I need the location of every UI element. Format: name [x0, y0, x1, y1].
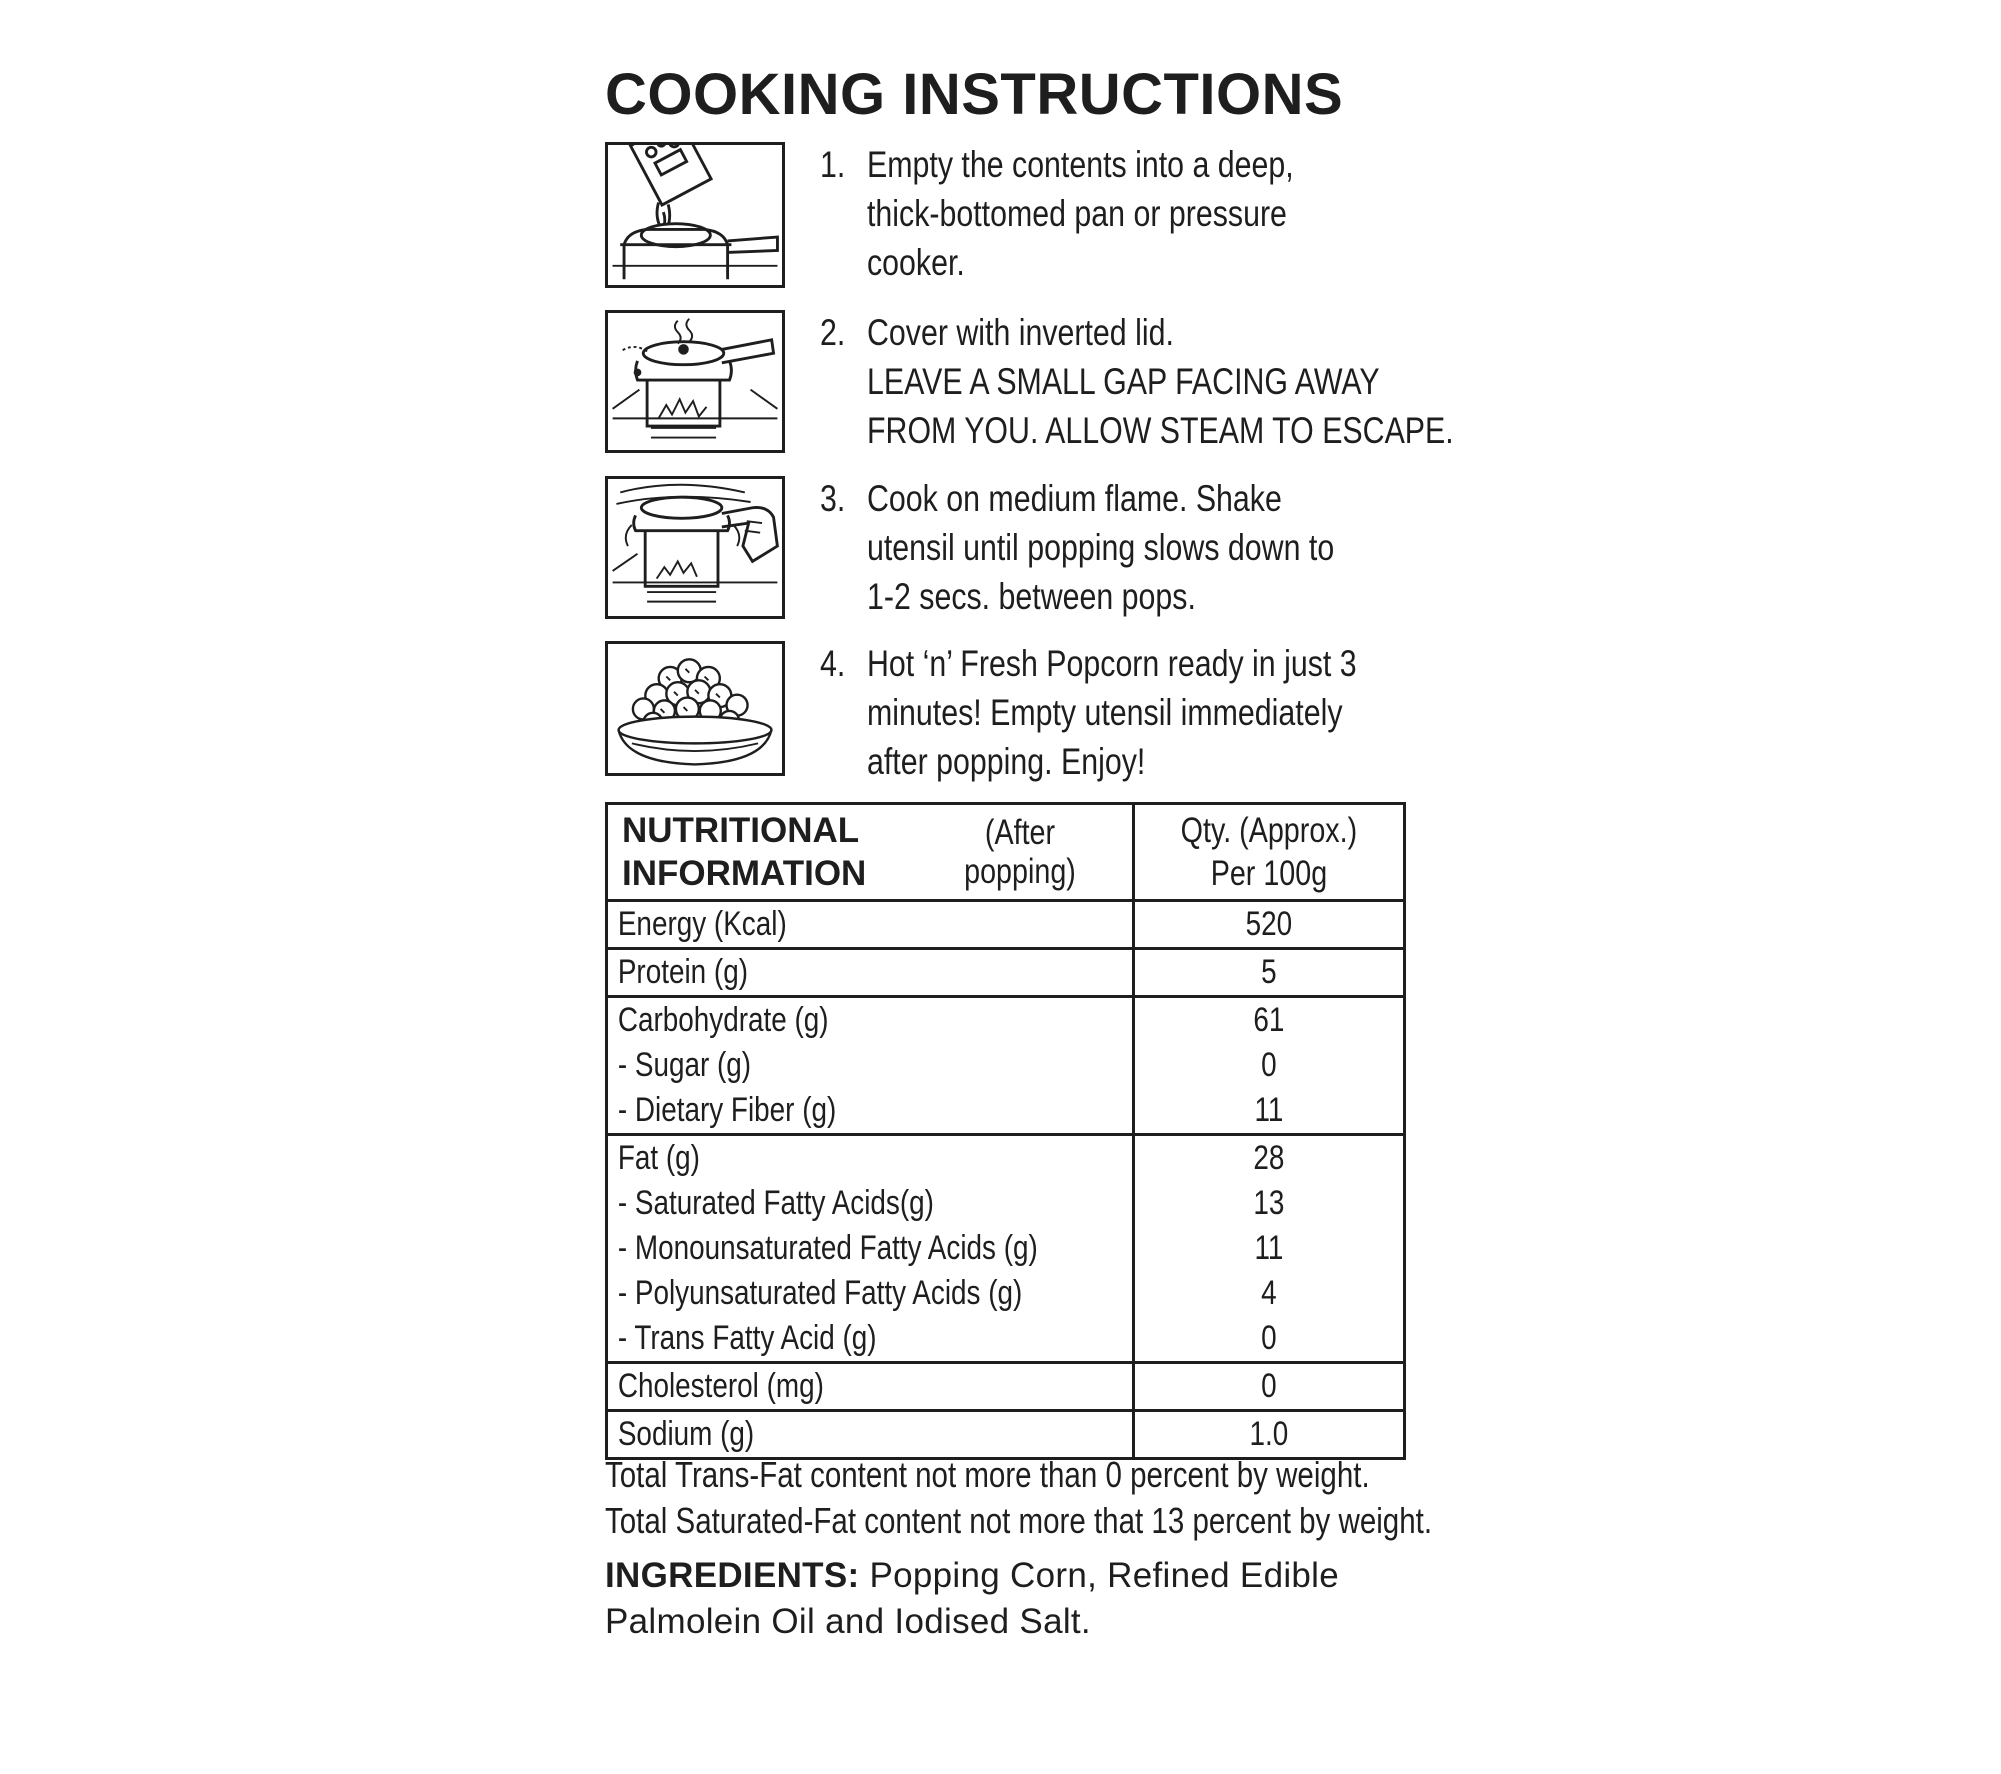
nutrient-label: Carbohydrate (g) [617, 1001, 829, 1039]
nutrition-row-group [607, 1363, 1405, 1411]
shaking-pan-icon [605, 476, 785, 619]
nutrient-value: 13 [1253, 1184, 1285, 1222]
nutrient-label: - Monounsaturated Fatty Acids (g) [617, 1229, 1038, 1267]
trans-fat-note: Total Trans-Fat content not more than 0 percent by weight. [605, 1454, 1370, 1495]
nutrient-value: 1.0 [1249, 1415, 1289, 1453]
nutrient-label-cell [607, 997, 1134, 1135]
nutrient-value-cell [1134, 1363, 1405, 1411]
ingredients-line-2: Palmolein Oil and Iodised Salt. [605, 1602, 1091, 1641]
covered-pan-on-flame-icon [605, 310, 785, 453]
step-number: 4. [820, 643, 846, 684]
popcorn-bowl-icon [605, 641, 785, 776]
product-label-panel [605, 0, 1454, 1774]
nutrient-value: 520 [1245, 905, 1293, 943]
nutrient-label: - Saturated Fatty Acids(g) [617, 1184, 934, 1222]
pour-into-pan-icon [605, 142, 785, 288]
nutrient-value: 11 [1254, 1229, 1284, 1267]
nutrition-table [605, 802, 1406, 1460]
ingredients-label: INGREDIENTS: [605, 1556, 860, 1595]
saturated-fat-note: Total Saturated-Fat content not more that 13 percent by weight. [605, 1500, 1433, 1541]
nutrient-value: 5 [1261, 953, 1277, 991]
nutrition-header-label [607, 804, 1134, 901]
nutrient-value: 0 [1261, 1367, 1277, 1405]
nutrition-row-group [607, 949, 1405, 997]
step-text: Empty the contents into a deep, thick-bottomed pan or pressure cooker. [867, 144, 1294, 283]
nutrient-label: Cholesterol (mg) [617, 1367, 824, 1405]
after-popping-note: (After popping) [964, 813, 1076, 891]
nutrition-header-row [607, 804, 1405, 901]
quantity-header: Qty. (Approx.) Per 100g [1134, 804, 1405, 901]
nutrition-title: NUTRITIONAL INFORMATION [622, 811, 867, 893]
nutrient-value-cell [1134, 901, 1405, 949]
nutrient-value: 28 [1253, 1139, 1285, 1177]
nutrient-label-cell [607, 949, 1134, 997]
step-number: 1. [820, 144, 846, 185]
step-number: 2. [820, 312, 846, 353]
step-text: Cook on medium flame. Shake utensil until popping slows down to 1-2 secs. between pops. [867, 478, 1335, 617]
nutrient-label-cell [607, 1135, 1134, 1363]
nutrient-label-cell [607, 1363, 1134, 1411]
nutrient-label: - Dietary Fiber (g) [617, 1091, 837, 1129]
nutrient-value: 11 [1254, 1091, 1284, 1129]
step-text: Cover with inverted lid. LEAVE A SMALL GAP FACING AWAY FROM YOU. ALLOW STEAM TO ESCAPE. [867, 312, 1454, 451]
ingredients [605, 1553, 1425, 1645]
nutrient-label-cell [607, 901, 1134, 949]
step-text: Hot ‘n’ Fresh Popcorn ready in just 3 minutes! Empty utensil immediately after popping. Enjoy! [867, 643, 1357, 782]
nutrition-row-group [607, 901, 1405, 949]
nutrient-value-cell [1134, 1135, 1405, 1363]
nutrient-label: Protein (g) [617, 953, 749, 991]
nutrient-value: 0 [1261, 1319, 1277, 1357]
nutrient-value-cell [1134, 997, 1405, 1135]
nutrient-value: 4 [1261, 1274, 1277, 1312]
nutrient-label: - Polyunsaturated Fatty Acids (g) [617, 1274, 1023, 1312]
nutrient-value: 0 [1261, 1046, 1277, 1084]
nutrient-label: - Sugar (g) [617, 1046, 752, 1084]
nutrient-label: - Trans Fatty Acid (g) [617, 1319, 877, 1357]
nutrient-value-cell [1134, 949, 1405, 997]
nutrient-label: Energy (Kcal) [617, 905, 787, 943]
page-title: COOKING INSTRUCTIONS [605, 62, 1344, 127]
nutrition-row-group [607, 1135, 1405, 1363]
nutrition-row-group [607, 997, 1405, 1135]
ingredients-line-1: Popping Corn, Refined Edible [869, 1556, 1340, 1595]
step-number: 3. [820, 478, 846, 519]
nutrient-label: Sodium (g) [617, 1415, 755, 1453]
nutrient-value: 61 [1253, 1001, 1285, 1039]
nutrient-label: Fat (g) [617, 1139, 700, 1177]
